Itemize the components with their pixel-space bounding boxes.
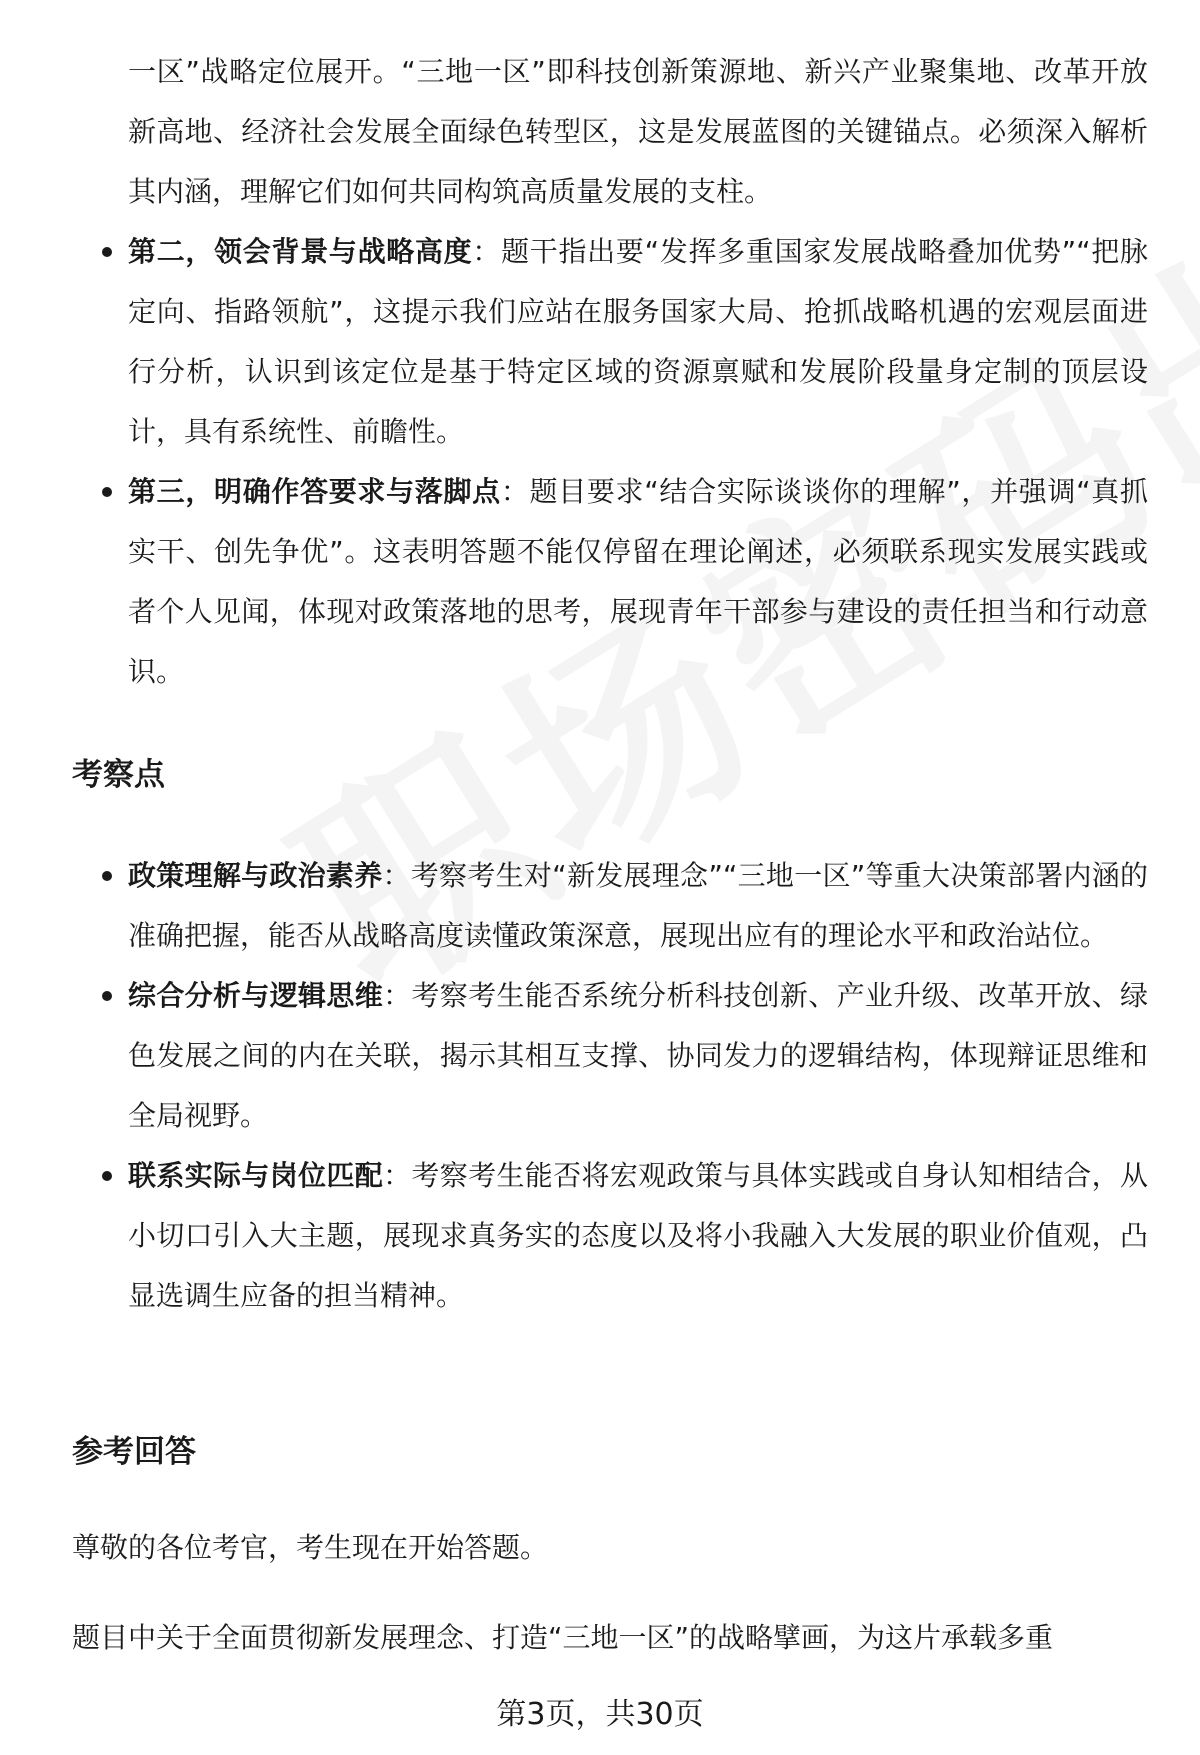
page-number: 第3页，共30页 (496, 1697, 704, 1732)
section-heading-examination-points: 考察点 (72, 757, 165, 793)
bullet-icon (102, 247, 112, 257)
list-item-text: ：考察考生能否系统分析科技创新、产业升级、改革开放、绿色发展之间的内在关联，揭示其相互支撑、协同发力的逻辑结构，体现辩证思维和全局视野。 (128, 979, 1148, 1132)
answer-paragraph: 题目中关于全面贯彻新发展理念、打造“三地一区”的战略擘画，为这片承载多重 (72, 1621, 1054, 1654)
bullet-icon (102, 1171, 112, 1181)
list-item-title: 综合分析与逻辑思维 (128, 979, 384, 1012)
bullet-icon (102, 991, 112, 1001)
list-item-text: ：题目要求“结合实际谈谈你的理解”，并强调“真抓实干、创先争优”。这表明答题不能仅停留在理论阐述，必须联系现实发展实践或者个人见闻，体现对政策落地的思考，展现青年干部参与建设的责任担当和行动意识。 (128, 475, 1148, 688)
analysis-list (128, 42, 1148, 702)
list-item-title: 政策理解与政治素养 (128, 859, 383, 892)
list-item-text: ：题干指出要“发挥多重国家发展战略叠加优势”“把脉定向、指路领航”，这提示我们应站在服务国家大局、抢抓战略机遇的宏观层面进行分析，认识到该定位是基于特定区域的资源禀赋和发展阶段量身定制的顶层设计，具有系统性、前瞻性。 (128, 235, 1148, 448)
list-item (128, 966, 1148, 1146)
list-item (128, 462, 1148, 702)
list-item (128, 222, 1148, 462)
list-item-text: 一区”战略定位展开。“三地一区”即科技创新策源地、新兴产业聚集地、改革开放新高地、经济社会发展全面绿色转型区，这是发展蓝图的关键锚点。必须深入解析其内涵，理解它们如何共同构筑高质量发展的支柱。 (128, 55, 1148, 208)
list-item-text: ：考察考生对“新发展理念”“三地一区”等重大决策部署内涵的准确把握，能否从战略高度读懂政策深意，展现出应有的理论水平和政治站位。 (128, 859, 1148, 952)
list-item-title: 第三，明确作答要求与落脚点 (128, 475, 501, 508)
list-item (128, 846, 1148, 966)
list-item-title: 第二，领会背景与战略高度 (128, 235, 473, 268)
section-heading-reference-answer: 参考回答 (72, 1434, 196, 1470)
examination-points-list (128, 846, 1148, 1326)
answer-paragraph: 尊敬的各位考官，考生现在开始答题。 (72, 1531, 549, 1564)
list-item (128, 1146, 1148, 1326)
list-item-continuation (128, 42, 1148, 222)
bullet-icon (102, 871, 112, 881)
list-item-title: 联系实际与岗位匹配 (128, 1159, 384, 1192)
bullet-icon (102, 487, 112, 497)
list-item-text: ：考察考生能否将宏观政策与具体实践或自身认知相结合，从小切口引入大主题，展现求真务实的态度以及将小我融入大发展的职业价值观，凸显选调生应备的担当精神。 (128, 1159, 1148, 1312)
